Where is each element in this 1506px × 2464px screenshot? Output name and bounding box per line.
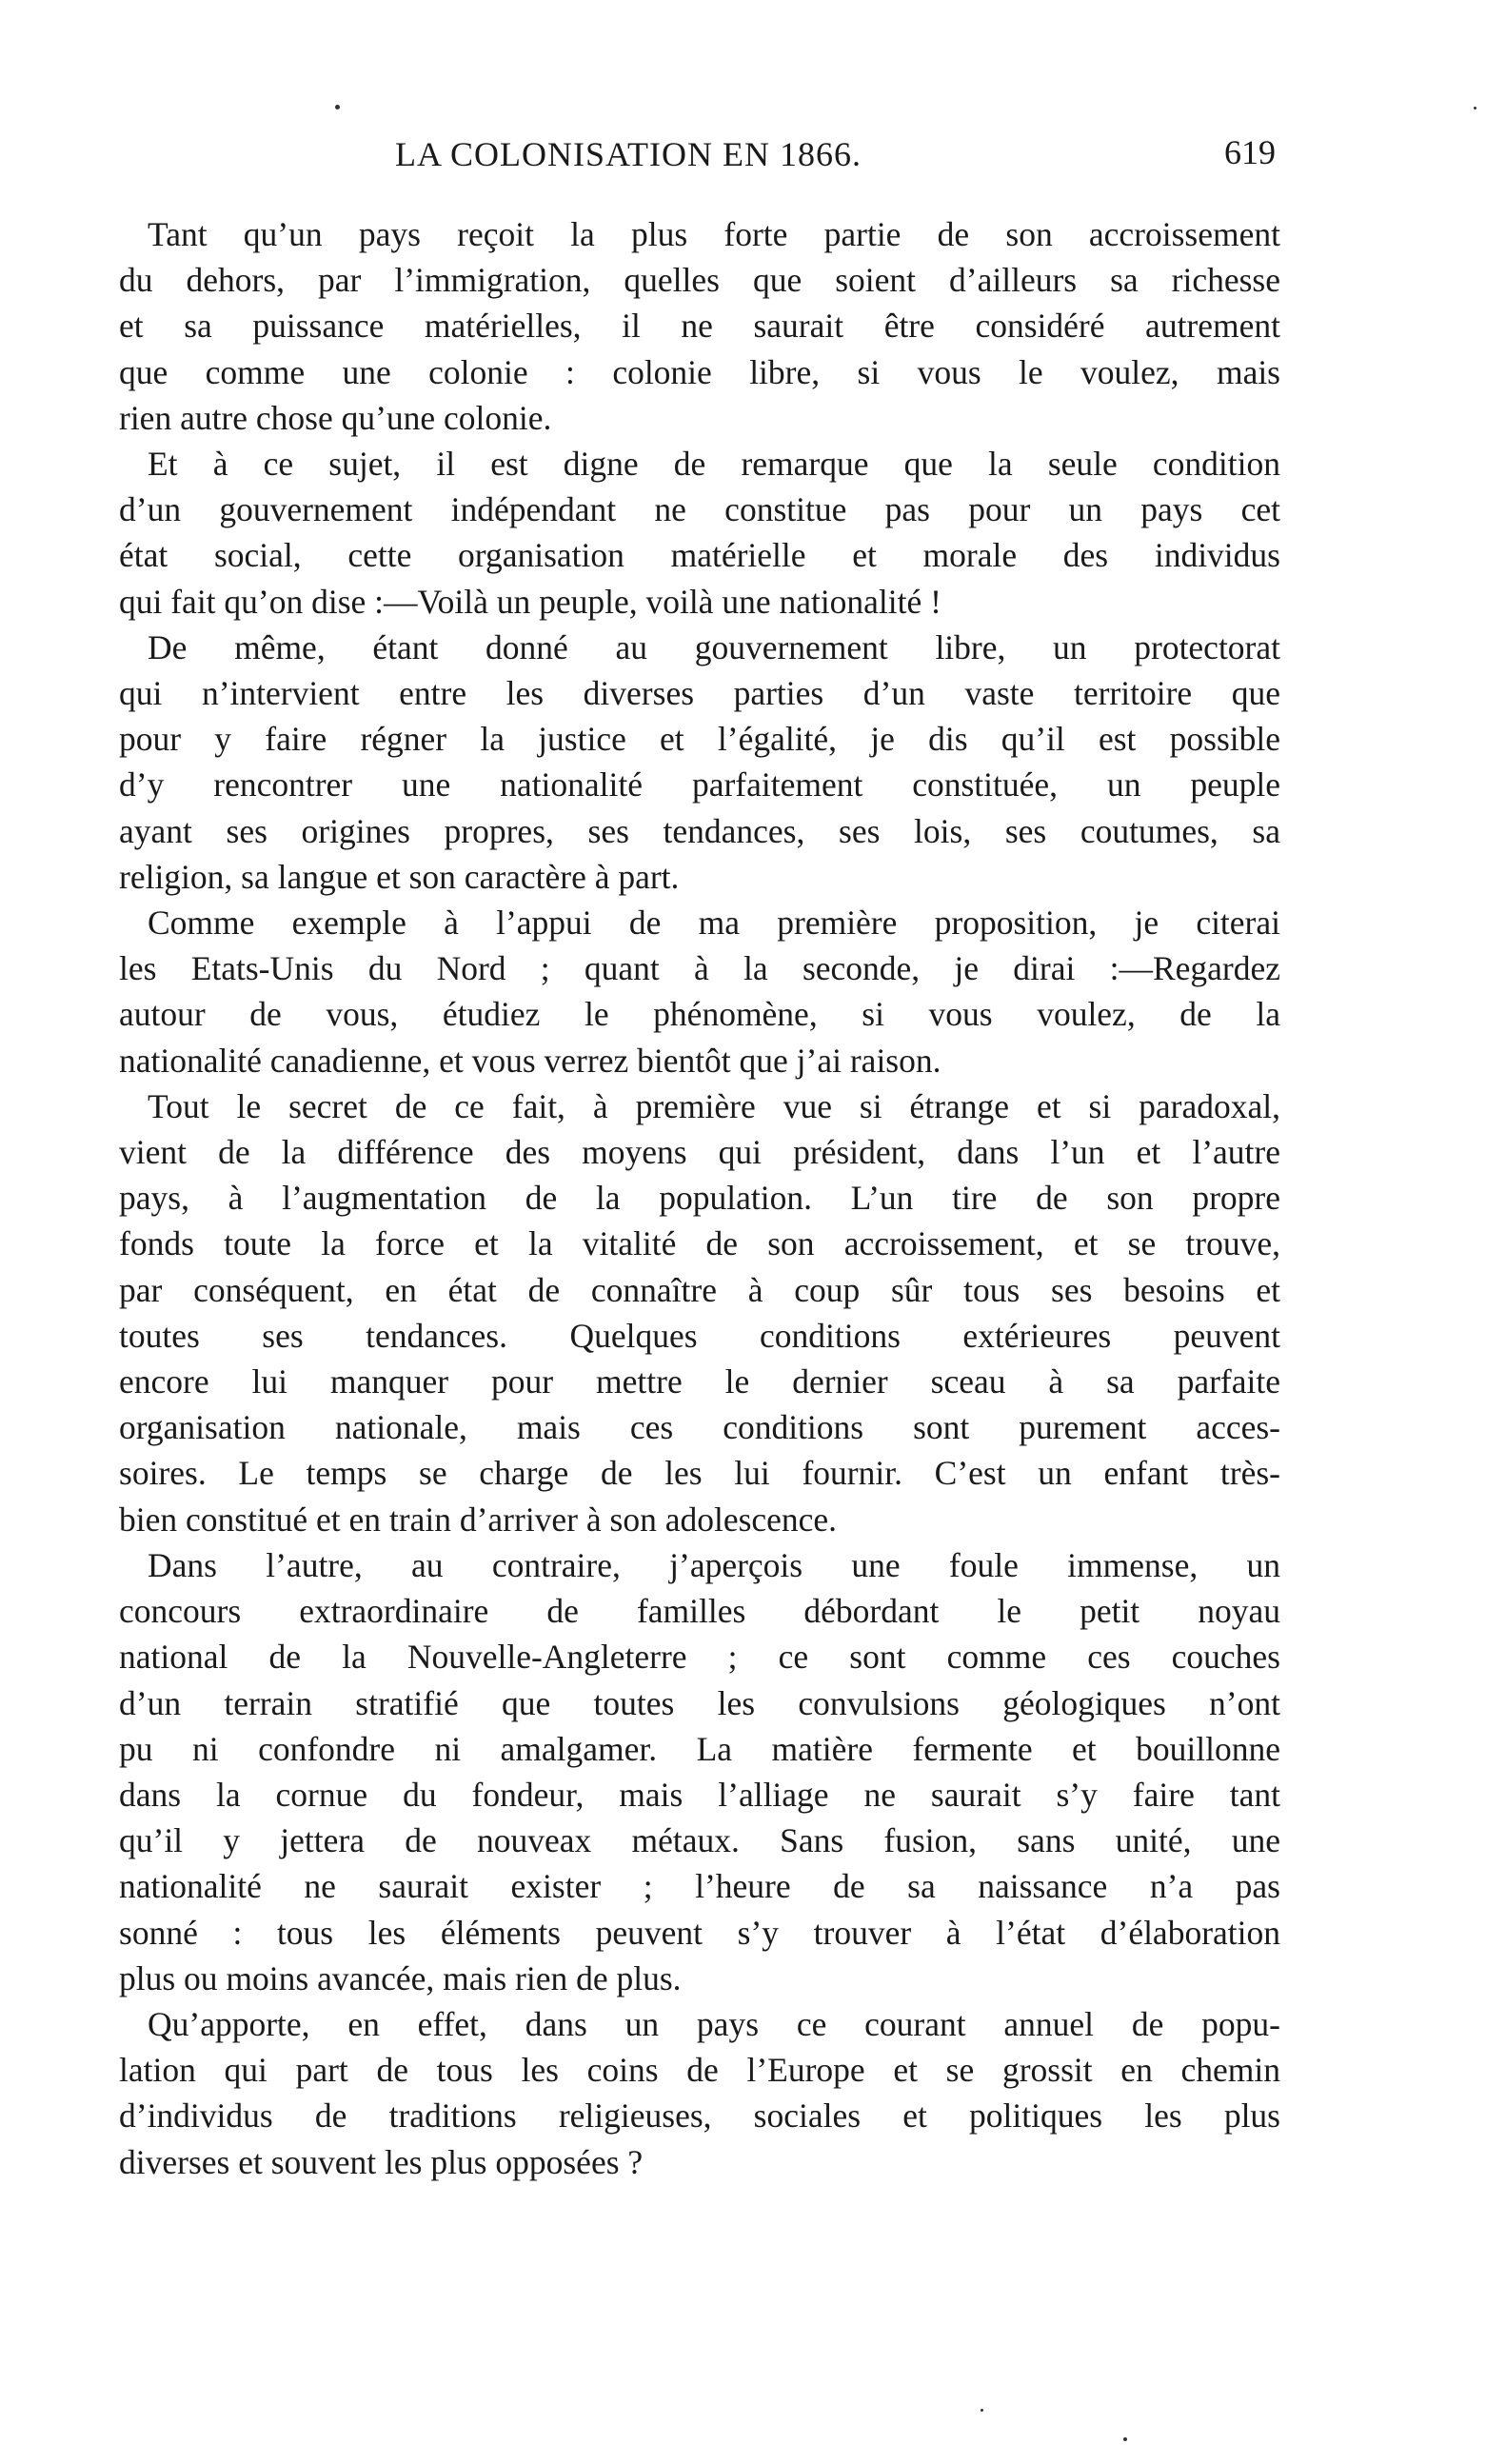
print-speck (981, 2409, 983, 2412)
text-line: lation qui part de tous les coins de l’Europe et se grossit en chemin (119, 2051, 1280, 2090)
text-line: état social, cette organisation matérielle et morale des individus (119, 536, 1280, 575)
paragraph (119, 1083, 1280, 1542)
text-line: du dehors, par l’immigration, quelles que soient d’ailleurs sa richesse (119, 261, 1280, 300)
text-line: De même, étant donné au gouvernement libre, un protectorat (148, 627, 1280, 666)
paragraph (119, 441, 1280, 625)
text-line: national de la Nouvelle-Angleterre ; ce sont comme ces couches (119, 1638, 1280, 1677)
text-line: ayant ses origines propres, ses tendances, ses lois, ses coutumes, sa (119, 811, 1280, 850)
print-speck (1474, 107, 1476, 109)
text-line: d’un gouvernement indépendant ne constitue pas pour un pays cet (119, 490, 1280, 529)
text-line: et sa puissance matérielles, il ne saurait être considéré autrement (119, 307, 1280, 346)
text-line: que comme une colonie : colonie libre, si vous le voulez, mais (119, 352, 1280, 391)
text-line: qui n’intervient entre les diverses parties d’un vaste territoire que (119, 674, 1280, 713)
body-text (119, 211, 1280, 2185)
text-line: religion, sa langue et son caractère à part. (119, 857, 680, 896)
paragraph (119, 211, 1280, 441)
text-line: Tout le secret de ce fait, à première vue si étrange et si paradoxal, (148, 1086, 1280, 1125)
text-line: pays, à l’augmentation de la population. L’un tire de son propre (119, 1179, 1280, 1218)
paragraph (119, 625, 1280, 900)
text-line: autour de vous, étudiez le phénomène, si vous voulez, de la (119, 995, 1280, 1034)
paragraph (119, 2001, 1280, 2185)
text-line: diverses et souvent les plus opposées ? (119, 2142, 644, 2181)
running-header (143, 129, 1276, 186)
text-line: fonds toute la force et la vitalité de son accroissement, et se trouve, (119, 1224, 1280, 1263)
text-line: par conséquent, en état de connaître à coup sûr tous ses besoins et (119, 1270, 1280, 1309)
text-line: qu’il y jettera de nouveax métaux. Sans fusion, sans unité, une (119, 1821, 1280, 1860)
text-line: organisation nationale, mais ces conditions sont purement acces- (119, 1408, 1280, 1447)
paragraph (119, 1542, 1280, 2001)
text-line: plus ou moins avancée, mais rien de plus. (119, 1958, 682, 1997)
text-line: soires. Le temps se charge de les lui fournir. C’est un enfant très- (119, 1454, 1280, 1493)
text-line: toutes ses tendances. Quelques conditions extérieures peuvent (119, 1316, 1280, 1355)
text-line: vient de la différence des moyens qui président, dans l’un et l’autre (119, 1133, 1280, 1172)
print-speck (335, 105, 340, 109)
text-line: Qu’apporte, en effet, dans un pays ce courant annuel de popu- (148, 2004, 1280, 2043)
running-title: LA COLONISATION EN 1866. (395, 135, 862, 173)
text-line: d’y rencontrer une nationalité parfaitement constituée, un peuple (119, 765, 1280, 805)
paragraph (119, 900, 1280, 1083)
text-line: Tant qu’un pays reçoit la plus forte partie de son accroissement (148, 215, 1280, 253)
text-line: pu ni confondre ni amalgamer. La matière fermente et bouillonne (119, 1729, 1280, 1768)
text-line: les Etats-Unis du Nord ; quant à la seconde, je dirai :—Regardez (119, 949, 1280, 988)
text-line: d’individus de traditions religieuses, sociales et politiques les plus (119, 2096, 1280, 2136)
text-line: sonné : tous les éléments peuvent s’y trouver à l’état d’élaboration (119, 1913, 1280, 1952)
text-line: Et à ce sujet, il est digne de remarque que la seule condition (148, 445, 1280, 484)
text-line: dans la cornue du fondeur, mais l’alliage ne saurait s’y faire tant (119, 1775, 1280, 1814)
text-line: rien autre chose qu’une colonie. (119, 398, 552, 437)
text-line: encore lui manquer pour mettre le dernier sceau à sa parfaite (119, 1362, 1280, 1401)
text-line: d’un terrain stratifié que toutes les convulsions géologiques n’ont (119, 1683, 1280, 1722)
text-line: nationalité canadienne, et vous verrez bientôt que j’ai raison. (119, 1041, 941, 1080)
text-line: Comme exemple à l’appui de ma première proposition, je citerai (148, 904, 1280, 943)
text-line: Dans l’autre, au contraire, j’aperçois une foule immense, un (148, 1545, 1280, 1584)
text-line: bien constitué et en train d’arriver à son adolescence. (119, 1500, 838, 1539)
text-line: pour y faire régner la justice et l’égalité, je dis qu’il est possible (119, 720, 1280, 759)
print-speck (1123, 2437, 1127, 2441)
text-line: nationalité ne saurait exister ; l’heure de sa naissance n’a pas (119, 1867, 1280, 1906)
text-line: concours extraordinaire de familles débordant le petit noyau (119, 1592, 1280, 1631)
page-number: 619 (1224, 133, 1276, 171)
text-line: qui fait qu’on dise :—Voilà un peuple, voilà une nationalité ! (119, 582, 941, 621)
